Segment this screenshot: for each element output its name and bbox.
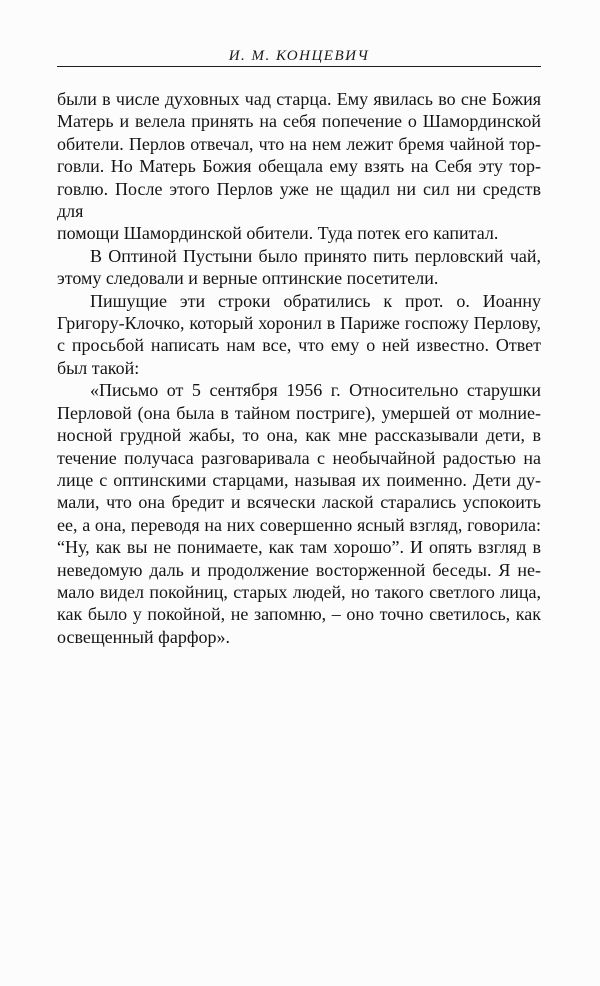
text-line: Перловой (она была в тайном постриге), умершей от молние-: [57, 402, 541, 423]
text-line: Матерь и велела принять на себя попечение о Шамординской: [57, 111, 541, 132]
text-line: помощи Шамординской обители. Туда потек его капитал.: [57, 223, 499, 244]
text-line: говли. Но Матерь Божия обещала ему взять на Себя эту тор-: [57, 156, 541, 177]
text-line: Пишущие эти строки обратились к прот. о. Иоанну: [90, 290, 541, 311]
text-line: неведомую даль и продолжение восторженной беседы. Я не-: [57, 559, 541, 580]
header-rule: [57, 66, 541, 67]
page-body-text: [57, 88, 541, 648]
text-line: были в числе духовных чад старца. Ему явилась во сне Божия: [57, 89, 541, 109]
text-line: «Письмо от 5 сентября 1956 г. Относительно старушки: [90, 380, 541, 401]
text-line: говлю. После этого Перлов уже не щадил ни сил ни средств для: [57, 178, 541, 222]
text-line: лице с оптинскими старцами, называя их поименно. Дети ду-: [57, 469, 541, 490]
running-header-author: И. М. КОНЦЕВИЧ: [228, 48, 370, 64]
text-line: “Ну, как вы не понимаете, как там хорошо”. И опять взгляд в: [57, 537, 541, 558]
text-line: Григору-Клочко, который хоронил в Париже госпожу Перлову,: [57, 313, 541, 334]
text-line: обители. Перлов отвечал, что на нем лежит бремя чайной тор-: [57, 133, 541, 154]
text-line: носной грудной жабы, то она, как мне рассказывали дети, в: [57, 425, 541, 446]
text-line: освещенный фарфор».: [57, 626, 230, 647]
text-line: ее, а она, переводя на них совершенно ясный взгляд, говорила:: [57, 514, 541, 535]
text-line: как было у покойной, не запомню, – оно точно светилось, как: [57, 604, 541, 625]
text-line: мали, что она бредит и всячески лаской старались успокоить: [57, 492, 541, 513]
text-line: течение получаса разговаривала с необычайной радостью на: [57, 447, 541, 468]
text-line: был такой:: [57, 357, 140, 378]
text-line: с просьбой написать нам все, что ему о ней известно. Ответ: [57, 335, 541, 356]
text-line: этому следовали и верные оптинские посетители.: [57, 268, 439, 289]
text-line: мало видел покойниц, старых людей, но такого светлого лица,: [57, 581, 541, 602]
text-line: В Оптиной Пустыни было принято пить перловский чай,: [90, 245, 541, 266]
